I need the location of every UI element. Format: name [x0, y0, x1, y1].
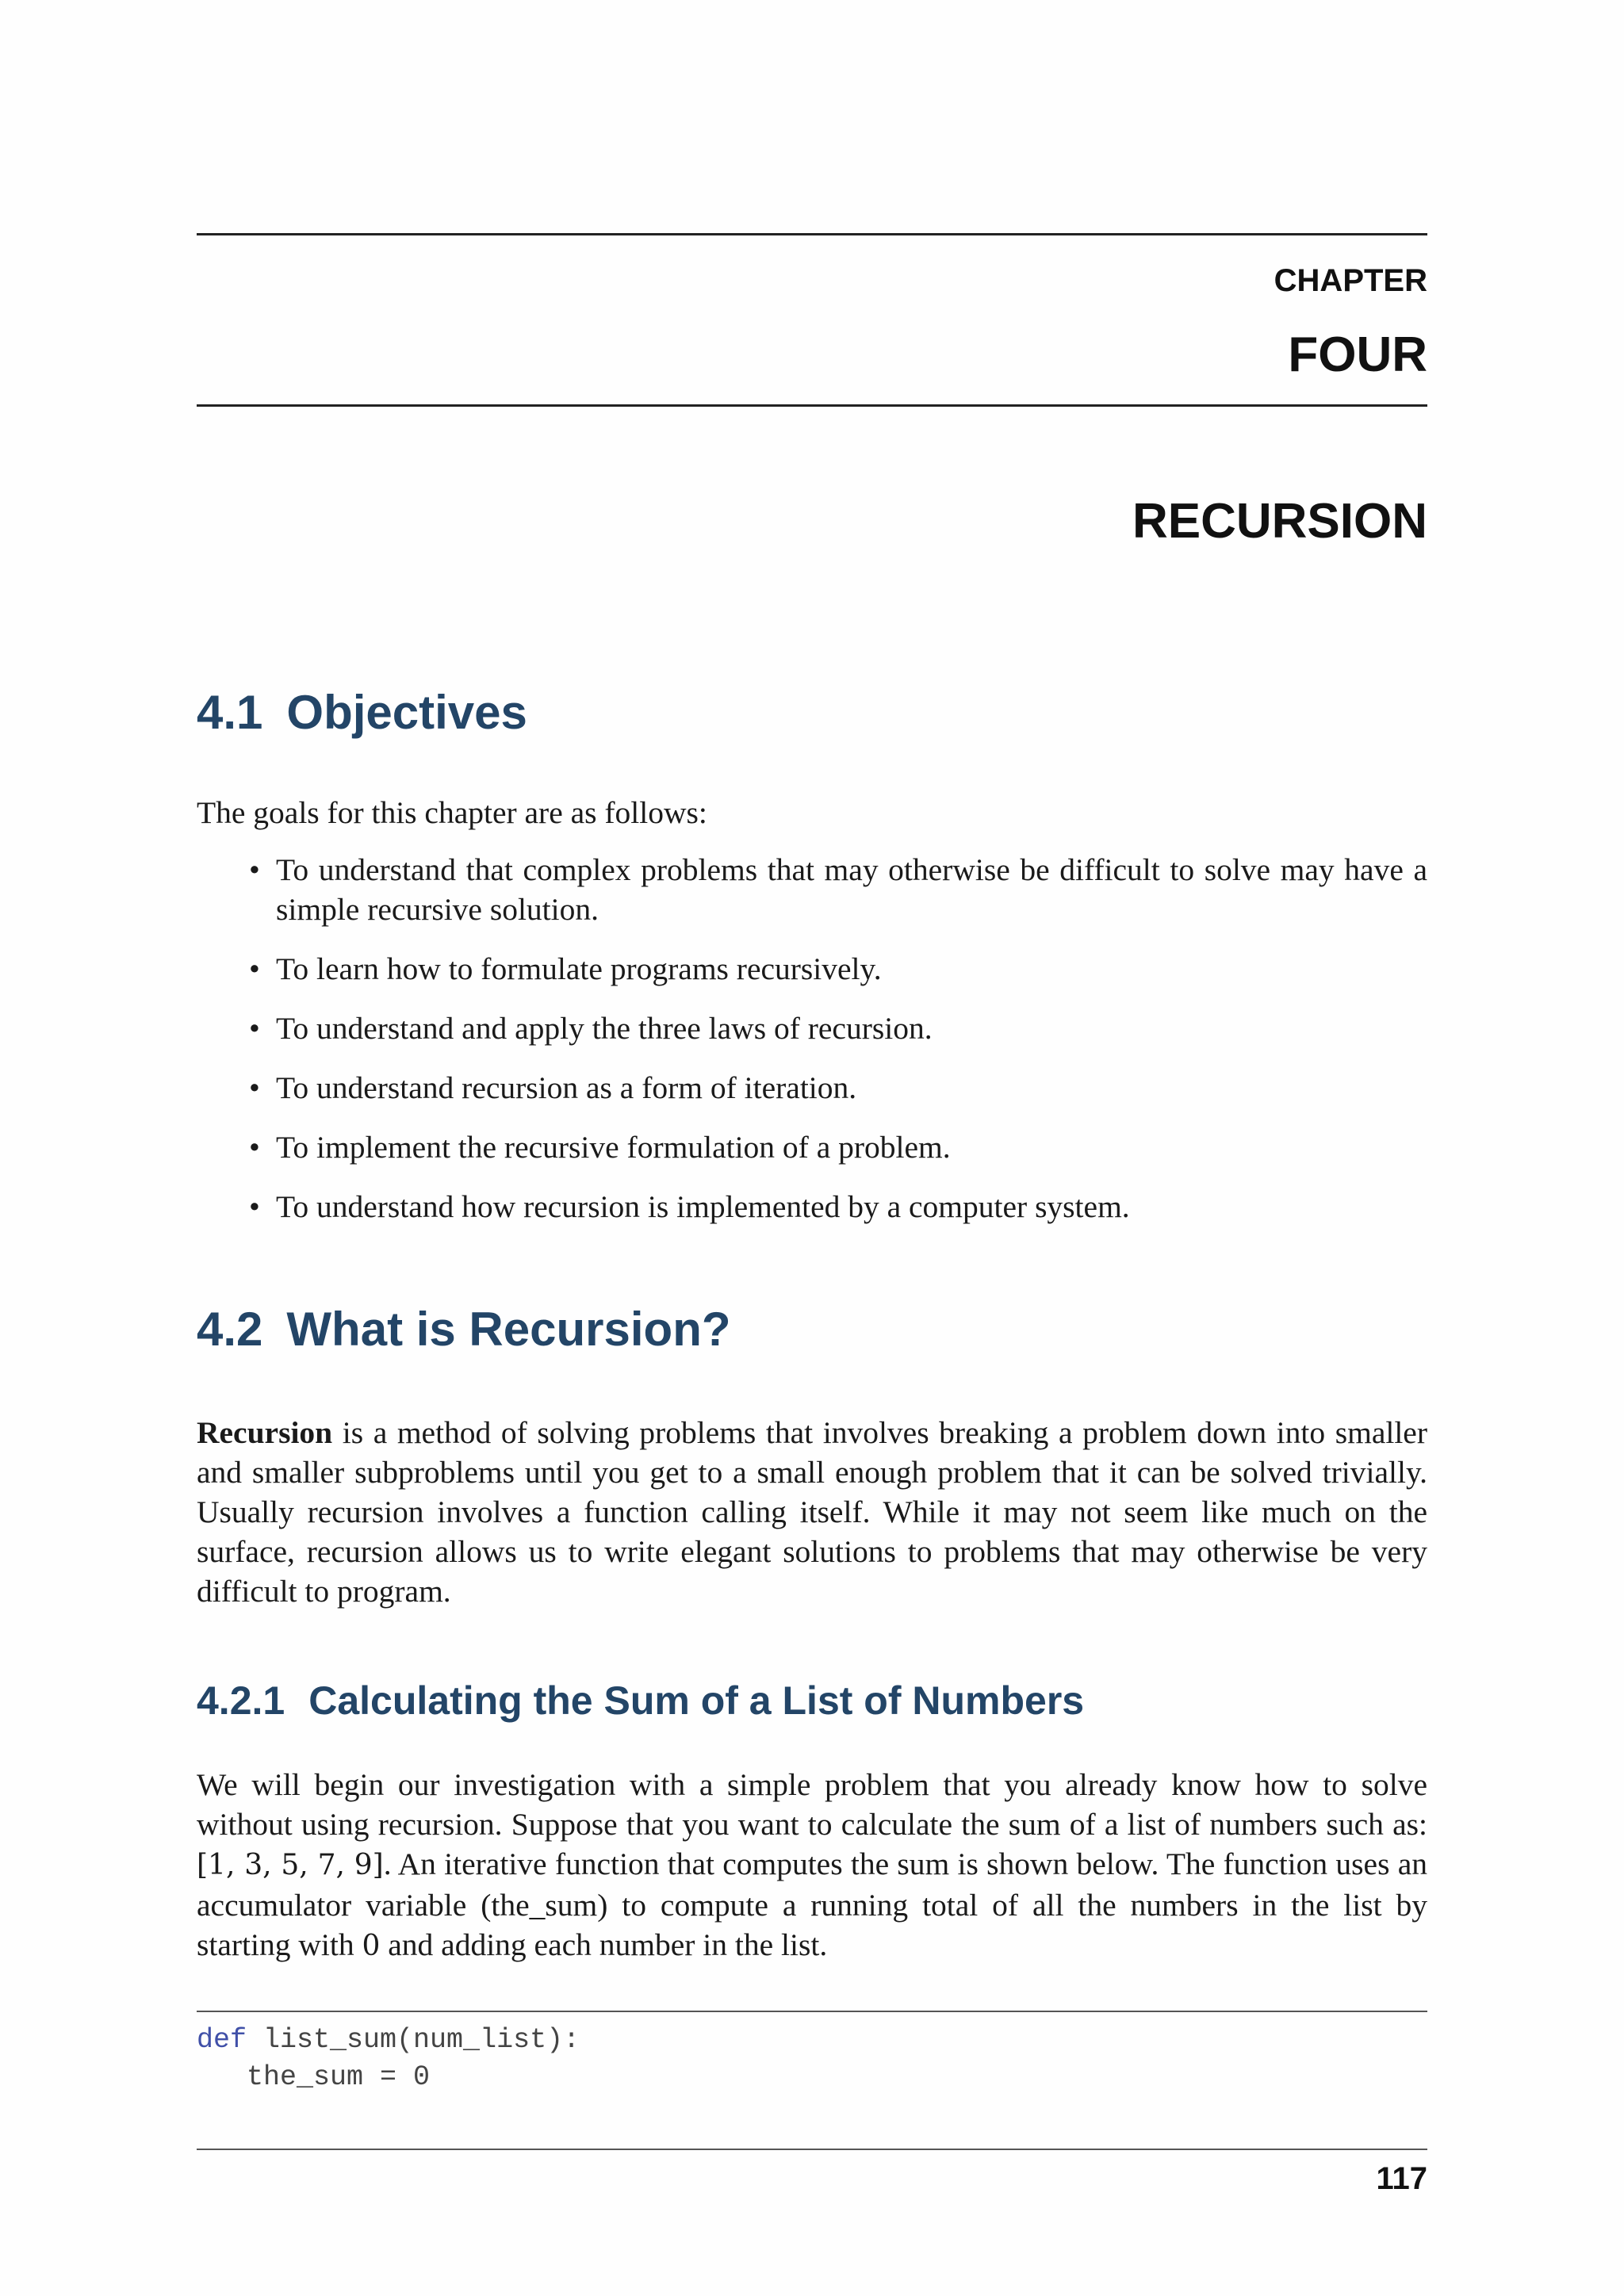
- bullet-icon: •: [249, 1070, 260, 1105]
- section-number: 4.1: [197, 686, 263, 739]
- bullet-icon: •: [249, 852, 260, 887]
- section-title: What is Recursion?: [286, 1303, 731, 1356]
- objectives-intro: The goals for this chapter are as follows:: [197, 795, 707, 830]
- subsection-title: Calculating the Sum of a List of Numbers: [308, 1678, 1085, 1723]
- code-line: def list_sum(num_list):: [197, 2024, 580, 2056]
- bullet-icon: •: [249, 951, 260, 986]
- code-keyword: def: [197, 2024, 247, 2056]
- recursion-definition: is a method of solving problems that involves breaking a problem down into smaller and smaller subproblems until you get to a small enough problem that it can be solved trivially. Usually recursion involves a function calling itself. While it may not seem like much on the surface, recursion allows us to write elegant solutions to problems that may otherwise be very difficult to program.: [197, 1415, 1427, 1609]
- section-number: 4.2: [197, 1303, 263, 1356]
- sum-intro-paragraph: We will begin our investigation with a simple problem that you already know how to solve without using recursion. Suppose that you want to calculate the sum of a list of numbers such as: [1, 3, 5, 7, 9]. An iterative function that computes the sum is shown below. The function uses an accumulator variable (the_sum) to compute a running total of all the numbers in the list by starting with 0 and adding each number in the list.: [197, 1767, 1427, 1962]
- page-number: 117: [1376, 2161, 1427, 2196]
- section-heading-what-is-recursion: [197, 1302, 731, 1357]
- chapter-bottom-rule: [197, 404, 1427, 407]
- chapter-number: FOUR: [1288, 327, 1427, 382]
- bullet-icon: •: [249, 1011, 260, 1046]
- math-list: [1, 3, 5, 7, 9]: [197, 1849, 384, 1881]
- section-heading-objectives: [197, 685, 527, 740]
- list-item: • To understand and apply the three laws of recursion.: [249, 1008, 1427, 1048]
- math-zero: 0: [362, 1930, 381, 1962]
- chapter-title: RECURSION: [1132, 494, 1427, 549]
- list-item: • To learn how to formulate programs recursively.: [249, 949, 1427, 989]
- chapter-top-rule: [197, 233, 1427, 235]
- bullet-icon: •: [249, 1130, 260, 1165]
- subsection-heading-sum: [197, 1678, 1084, 1724]
- list-item: • To understand recursion as a form of iteration.: [249, 1068, 1427, 1108]
- list-item: • To implement the recursive formulation of a problem.: [249, 1127, 1427, 1167]
- section-title: Objectives: [286, 686, 527, 739]
- subsection-number: 4.2.1: [197, 1678, 285, 1723]
- recursion-term: Recursion: [197, 1415, 333, 1450]
- list-item: • To understand how recursion is implemented by a computer system.: [249, 1187, 1427, 1226]
- list-item: • To understand that complex problems that may otherwise be difficult to solve may have a simple recursive solution.: [249, 850, 1427, 929]
- code-block: [197, 2022, 1427, 2158]
- bullet-icon: •: [249, 1189, 260, 1224]
- recursion-definition-paragraph: [197, 1413, 1427, 1611]
- chapter-label: CHAPTER: [1274, 263, 1427, 298]
- footer-rule: [197, 2149, 1427, 2150]
- code-line: the_sum = 0: [197, 2061, 431, 2093]
- objectives-list: [249, 850, 1427, 1246]
- code-top-rule: [197, 2011, 1427, 2012]
